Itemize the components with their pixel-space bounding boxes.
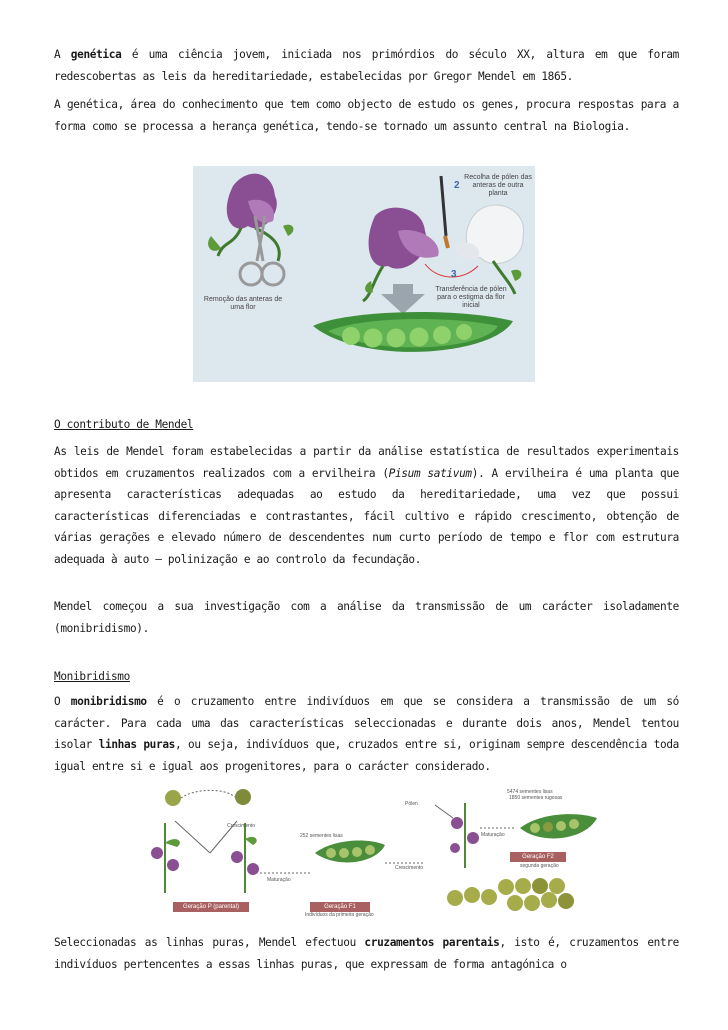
monohybrid-illustration — [135, 783, 605, 918]
bold-term-cruzamentos-parentais: cruzamentos parentais — [364, 936, 500, 949]
bold-term-monibridismo: monibridismo — [70, 695, 147, 708]
bold-term-linhas-puras: linhas puras — [98, 738, 175, 751]
intro-paragraph-1 — [54, 44, 679, 87]
text-run: Seleccionadas as linhas puras, Mendel efectuou — [54, 936, 365, 949]
text-run: , ou seja, indivíduos que, cruzados entre si, originam sempre descendência toda igual entre si e igual aos progenitores, para o carácter considerado. — [54, 738, 679, 773]
text-run: A — [54, 48, 71, 61]
step-number-2: 2 — [454, 180, 460, 191]
label-pollen: Pólen — [405, 801, 418, 807]
mendel-paragraph-2: Mendel começou a sua investigação com a análise da transmissão de um carácter isoladamente (monibridismo). — [54, 600, 679, 635]
italic-species-name: Pisum sativum — [388, 466, 472, 480]
pollination-illustration — [193, 166, 535, 382]
generation-f1-box: Geração F1 — [310, 902, 370, 912]
monibridismo-paragraph-2 — [54, 932, 679, 975]
label-maturation-1: Maturação — [267, 877, 291, 883]
label-transfer: Transferência de pólen para o estigma da flor inicial — [435, 286, 507, 309]
mendel-paragraph-1 — [54, 441, 679, 570]
generation-f2-sub: segunda geração — [520, 863, 559, 869]
label-seeds-f1: 252 sementes lisas — [300, 833, 343, 839]
generation-f2-box: Geração F2 — [510, 852, 566, 862]
text-run: O — [54, 695, 71, 708]
text-run: As leis de Mendel foram estabelecidas a partir da análise estatística de resultados experimentais obtidos em cruzamentos realizados com a ervilheira ( — [54, 445, 679, 480]
label-collection: Recolha de pólen das anteras de outra planta — [464, 174, 532, 197]
text-run: é o cruzamento entre indivíduos em que se considera a transmissão de um só carácter. Para cada uma das características seleccionadas e durante dois anos, Mendel tentou isolar — [54, 695, 679, 751]
label-growth-2: Crescimento — [395, 865, 424, 871]
label-growth-1: Crescimento — [227, 823, 256, 829]
label-maturation-2: Maturação — [481, 832, 505, 838]
monohybrid-figure — [135, 783, 605, 918]
text-run: é uma ciência jovem, iniciada nos primórdios do século XX, altura em que foram redescobertas as leis da hereditariedade, estabelecidas por Gregor Mendel em 1865. — [54, 48, 679, 83]
monibridismo-paragraph-1 — [54, 691, 679, 777]
generation-p-box: Geração P (parental) — [173, 902, 249, 912]
text-run: , isto é, cruzamentos entre indivíduos pertencentes a essas linhas puras, que expressam de forma antagónica o — [54, 936, 679, 971]
section-heading-monibridismo: Monibridismo — [54, 670, 130, 683]
label-seeds-f2-smooth: 5474 sementes lisas — [507, 789, 553, 795]
label-seeds-f2-wrinkled: 1850 sementes rugosas — [509, 795, 563, 801]
pollination-figure — [193, 166, 535, 382]
generation-f1-sub: Indivíduos da primeira geração — [305, 912, 374, 918]
step-number-3: 3 — [451, 269, 457, 280]
label-removal: Remoção das anteras de uma flor — [203, 296, 283, 311]
bold-term-genetica: genética — [70, 48, 122, 61]
intro-paragraph-2: A genética, área do conhecimento que tem como objecto de estudo os genes, procura respostas para a forma como se processa a herança genética, tendo-se tornado um assunto central na Biologia. — [54, 98, 679, 133]
section-heading-mendel: O contributo de Mendel — [54, 418, 194, 431]
text-run: ). A ervilheira é uma planta que apresenta características adequadas ao estudo da hereditariedade, uma vez que possui características diferenciadas e contrastantes, fácil cultivo e rápido crescimento, obtenção de várias gerações e elevado número de descendentes num curto período de tempo e flor com estrutura adequada à auto – polinização e ao controlo da fecundação. — [54, 466, 680, 566]
